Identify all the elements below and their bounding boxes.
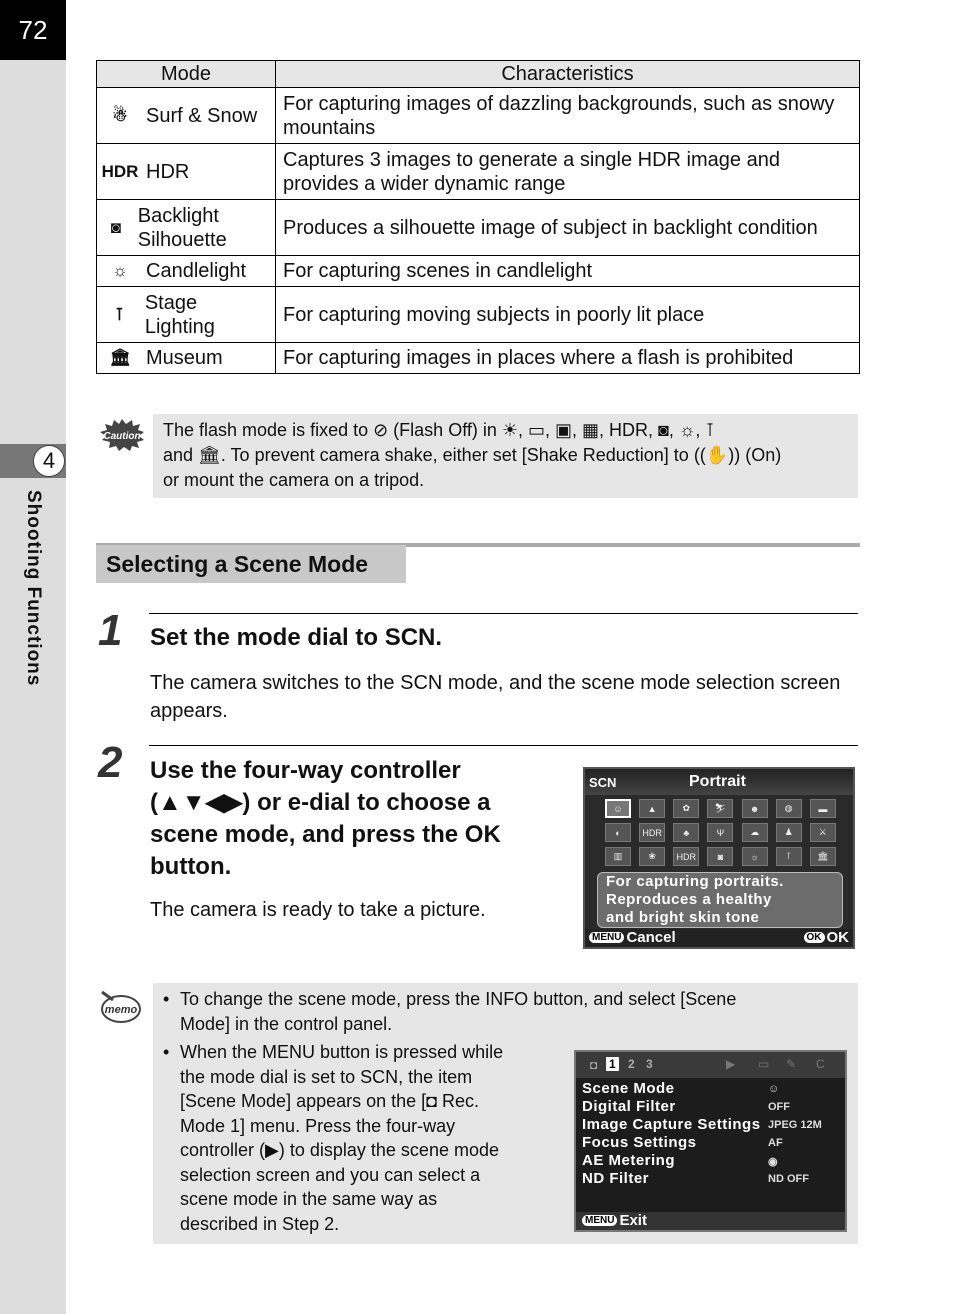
chapter-number: 4 [33, 445, 65, 477]
step-title-line: (▲▼◀▶) or e-dial to choose a [150, 789, 491, 816]
scene-icon-hdr[interactable]: HDR [673, 847, 699, 866]
exit-button[interactable] [582, 1212, 647, 1230]
caution-icon [99, 418, 145, 452]
memo-line: To change the scene mode, press the INFO button, and select [Scene [180, 989, 737, 1009]
stage-lighting-icon: ⊺ [114, 304, 124, 324]
menu-tab-bar [576, 1052, 845, 1078]
menu-value: AF [768, 1137, 783, 1149]
custom-tab-icon[interactable]: C [816, 1057, 825, 1071]
scene-icon-blue-sky[interactable]: ▬ [810, 799, 836, 818]
scene-icon-surf-snow[interactable]: ❀ [639, 847, 665, 866]
step-body: The camera is ready to take a picture. [150, 899, 486, 921]
bullet-marker: • [163, 989, 170, 1009]
memo-line: Mode] in the control panel. [180, 1013, 393, 1034]
mode-name: Stage Lighting [144, 291, 215, 338]
step-number: 2 [98, 738, 123, 787]
menu-value: ☺ [768, 1083, 780, 1095]
scene-icon-night-portrait[interactable]: ☻ [742, 799, 768, 818]
exit-label: Exit [619, 1212, 647, 1229]
scene-icon-night-scene[interactable]: ◐ [605, 823, 631, 842]
menu-value: ◉ [768, 1156, 778, 1168]
caution-note [153, 414, 858, 498]
menu-item-focus-settings[interactable]: Focus Settings [582, 1134, 697, 1151]
museum-icon: 🏛 [109, 348, 131, 367]
mode-characteristics: Produces a silhouette image of subject in backlight condition [276, 200, 860, 256]
menu-item-digital-filter[interactable]: Digital Filter [582, 1098, 676, 1115]
memo-icon [99, 990, 141, 1024]
scene-icon-landscape[interactable]: ▲ [639, 799, 665, 818]
ok-button[interactable] [804, 929, 850, 947]
cancel-label: Cancel [626, 929, 676, 946]
tab-3[interactable]: 3 [646, 1057, 653, 1071]
selected-scene-title: Portrait [689, 773, 746, 790]
step-title: Set the mode dial to SCN. [150, 624, 443, 651]
wrench-icon[interactable]: ✎ [786, 1057, 797, 1071]
candlelight-icon: ☼ [112, 261, 128, 280]
mode-name: Candlelight [146, 260, 247, 282]
caution-line: or mount the camera on a tripod. [163, 470, 425, 490]
scene-icon-backlight[interactable]: ◙ [707, 847, 733, 866]
header-mode: Mode [97, 61, 276, 88]
camera-icon: ◘ [590, 1058, 598, 1072]
memo-line: controller (▶) to display the scene mode [180, 1140, 499, 1160]
table-row [97, 88, 860, 144]
backlight-silhouette-icon: ◙ [110, 217, 121, 237]
description-line: For capturing portraits. [606, 873, 784, 890]
memo-line: the mode dial is set to SCN, the item [180, 1066, 473, 1087]
menu-item-image-capture[interactable]: Image Capture Settings [582, 1116, 761, 1133]
playback-tab-icon[interactable]: ▶ [726, 1057, 736, 1071]
scene-icon-grid [605, 799, 837, 866]
scene-icon-sport-2[interactable]: ⚔ [810, 823, 836, 842]
step-title [150, 755, 570, 883]
scene-icon-sport[interactable]: ⛷ [707, 799, 733, 818]
step-number: 1 [98, 606, 123, 655]
table-row [97, 287, 860, 343]
mode-name: HDR [146, 160, 190, 183]
menu-button-tag: MENU [589, 932, 624, 943]
tab-2[interactable]: 2 [628, 1057, 635, 1071]
mode-characteristics: For capturing images of dazzling backgrounds, such as snowy mountains [276, 88, 860, 144]
svg-text:memo: memo [104, 1004, 138, 1016]
caution-line: and 🏛. To prevent camera shake, either set [Shake Reduction] to ((✋)) (On) [163, 445, 782, 465]
page-number: 72 [0, 0, 66, 60]
menu-item-scene-mode[interactable]: Scene Mode [582, 1080, 675, 1097]
menu-value: JPEG 12M [768, 1119, 822, 1131]
chapter-title: Shooting Functions [23, 490, 44, 687]
mode-characteristics: For capturing scenes in candlelight [276, 256, 860, 287]
menu-item-ae-metering[interactable]: AE Metering [582, 1152, 676, 1169]
menu-button-tag: MENU [582, 1215, 617, 1226]
memo-line: described in Step 2. [180, 1213, 340, 1234]
hdr-icon: HDR [101, 161, 139, 181]
table-row [97, 343, 860, 374]
menu-footer [576, 1212, 845, 1230]
mode-characteristics: For capturing images in places where a flash is prohibited [276, 343, 860, 374]
ok-button-tag: OK [804, 932, 825, 943]
caution-line: The flash mode is fixed to ⊘ (Flash Off) in ☀, ▭, ▣, ▦, HDR, ◙, ☼, ⊺ [163, 420, 715, 440]
scene-icon-sunset[interactable]: ◍ [776, 799, 802, 818]
memo-line: When the MENU button is pressed while [180, 1042, 504, 1062]
scene-selection-screen [583, 767, 855, 949]
scene-icon-kids[interactable]: ♣ [673, 823, 699, 842]
scene-icon-candlelight[interactable]: ☼ [742, 847, 768, 866]
scn-mode-label: SCN [589, 775, 617, 790]
memo-line: [Scene Mode] appears on the [◘ Rec. [180, 1091, 480, 1111]
scene-description [597, 872, 843, 928]
memo-line: selection screen and you can select a [180, 1164, 481, 1185]
svg-text:Caution: Caution [103, 431, 141, 442]
mode-name: Museum [146, 347, 223, 369]
scene-icon-forest[interactable]: ▥ [605, 847, 631, 866]
description-line: Reproduces a healthy [606, 891, 772, 908]
table-row [97, 200, 860, 256]
bullet-marker: • [163, 1042, 170, 1062]
step-rule [149, 745, 858, 746]
mode-name: Backlight Silhouette [137, 204, 227, 251]
screen-footer [585, 929, 853, 947]
memo-line: Mode 1] menu. Press the four-way [180, 1115, 456, 1136]
scene-icon-portrait[interactable]: ☺ [605, 799, 631, 818]
mode-table [96, 60, 860, 374]
scene-icon-night-snap[interactable]: ♟ [776, 823, 802, 842]
step-title-line: button. [150, 853, 232, 880]
tab-1[interactable]: 1 [606, 1057, 619, 1071]
surf-snow-icon: ☃ [112, 105, 128, 125]
menu-value: OFF [768, 1101, 790, 1113]
scene-icon-night-hdr[interactable]: HDR [639, 823, 665, 842]
step-body: The camera switches to the SCN mode, and the scene mode selection screen appears. [150, 672, 841, 722]
step-rule [149, 613, 858, 614]
table-header-row [97, 61, 860, 88]
mode-characteristics: Captures 3 images to generate a single HDR image and provides a wider dynamic range [276, 144, 860, 200]
ok-label: OK [826, 929, 849, 946]
header-characteristics: Characteristics [276, 61, 860, 88]
menu-value: ND OFF [768, 1173, 809, 1185]
description-line: and bright skin tone [606, 909, 760, 926]
cancel-button[interactable] [589, 929, 676, 947]
step-title-line: scene mode, and press the OK [150, 821, 501, 848]
scene-icon-stage[interactable]: ⊺ [776, 847, 802, 866]
scene-icon-pet[interactable]: ☁ [742, 823, 768, 842]
table-row [97, 144, 860, 200]
table-row [97, 256, 860, 287]
mode-characteristics: For capturing moving subjects in poorly lit place [276, 287, 860, 343]
menu-item-nd-filter[interactable]: ND Filter [582, 1170, 650, 1187]
step-title-line: Use the four-way controller [150, 757, 461, 784]
scene-icon-flower[interactable]: ✿ [673, 799, 699, 818]
setup-tab-icon[interactable]: ▭ [758, 1057, 770, 1071]
rec-mode-menu-screen [574, 1050, 847, 1232]
memo-bullet-menu [180, 1040, 575, 1236]
memo-bullet-info [180, 987, 840, 1036]
memo-line: scene mode in the same way as [180, 1189, 438, 1209]
scene-icon-museum[interactable]: 🏛 [810, 847, 836, 866]
section-title: Selecting a Scene Mode [96, 545, 406, 583]
scene-icon-food[interactable]: Ψ [707, 823, 733, 842]
mode-name: Surf & Snow [146, 104, 258, 127]
